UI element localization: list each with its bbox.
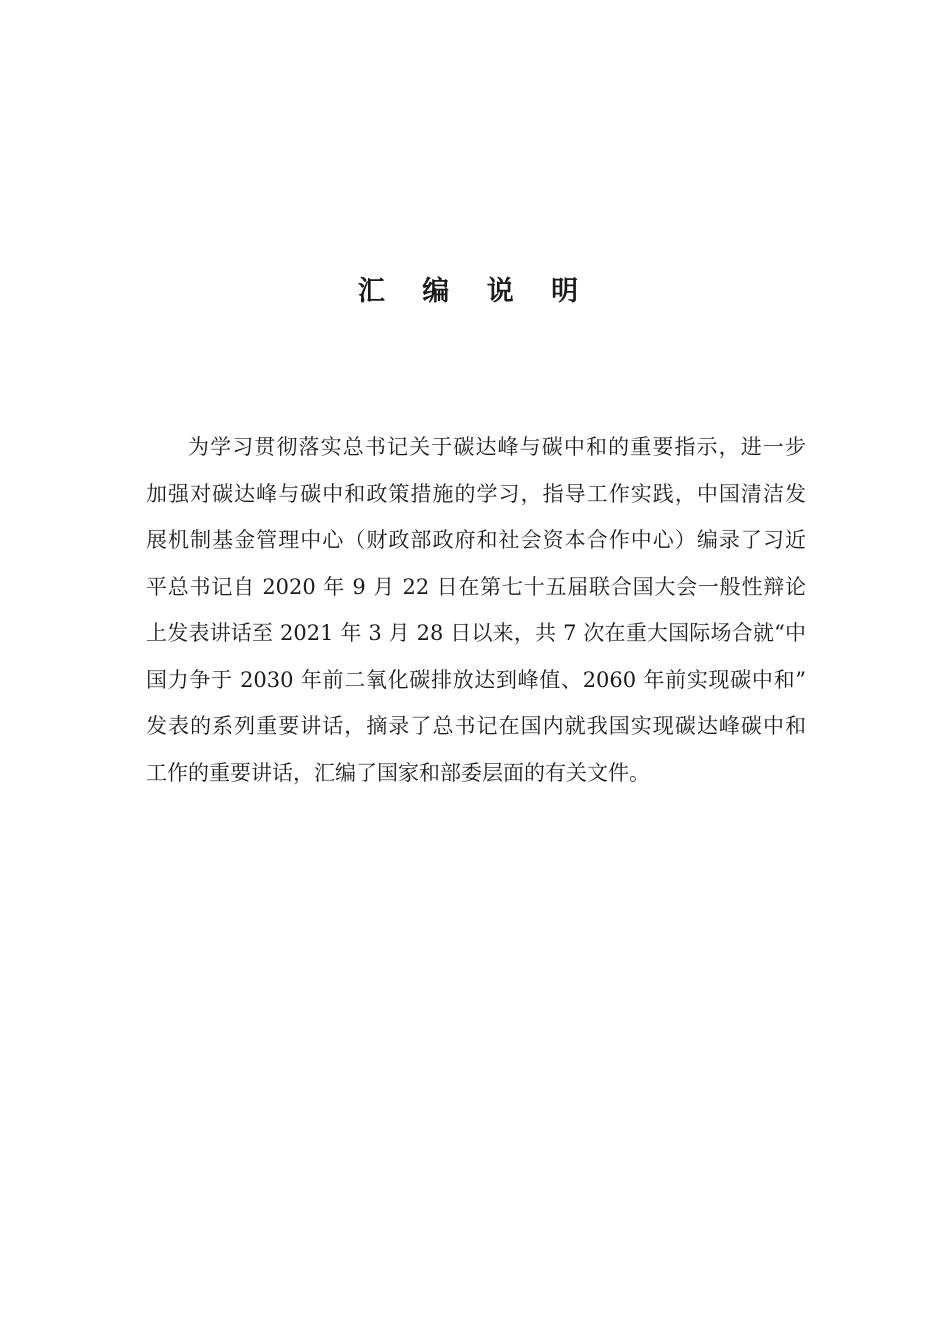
paragraph-line: 为学习贯彻落实总书记关于碳达峰与碳中和的重要指示，进一步 bbox=[188, 435, 806, 459]
paragraph-line: 工作的重要讲话，汇编了国家和部委层面的有关文件。 bbox=[146, 760, 650, 785]
body-paragraph bbox=[146, 424, 806, 796]
paragraph-line: 上发表讲话至 2021 年 3 月 28 日以来，共 7 次在重大国际场合就“中 bbox=[146, 621, 806, 645]
paragraph-line: 展机制基金管理中心（财政部政府和社会资本合作中心）编录了习近 bbox=[146, 528, 806, 552]
paragraph-line: 平总书记自 2020 年 9 月 22 日在第七十五届联合国大会一般性辩论 bbox=[146, 574, 806, 599]
paragraph-line: 国力争于 2030 年前二氧化碳排放达到峰值、2060 年前实现碳中和” bbox=[146, 667, 806, 692]
paragraph-line: 发表的系列重要讲话，摘录了总书记在国内就我国实现碳达峰碳中和 bbox=[146, 714, 806, 738]
paragraph-line: 加强对碳达峰与碳中和政策措施的学习，指导工作实践，中国清洁发 bbox=[146, 481, 806, 506]
page-title: 汇 编 说 明 bbox=[357, 276, 593, 307]
